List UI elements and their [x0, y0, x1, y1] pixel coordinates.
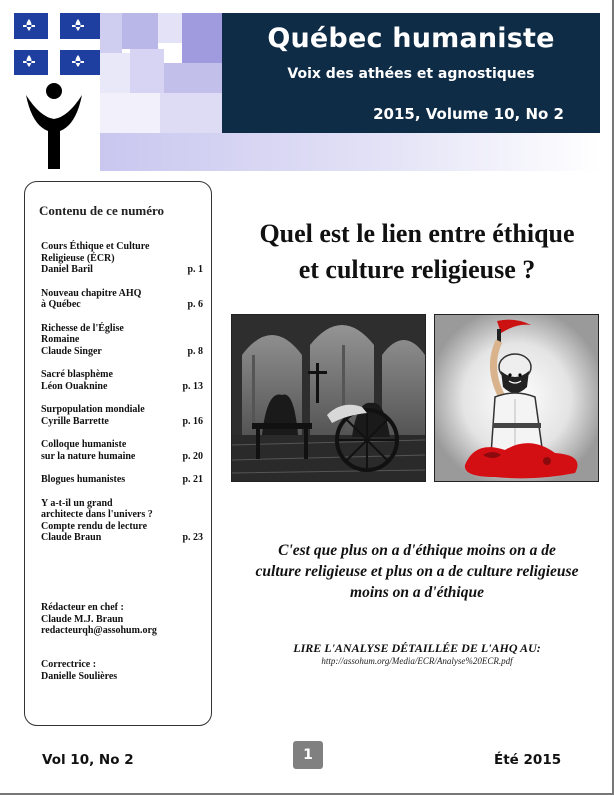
toc-entry-page: p. 1	[187, 264, 203, 275]
newsletter-title: Québec humaniste	[267, 23, 555, 54]
masthead	[100, 13, 600, 171]
toc-entry-line: Romaine	[41, 334, 80, 345]
toc-entry[interactable]	[41, 498, 203, 544]
masthead-title-panel	[222, 13, 600, 133]
toc-entry-line: Léon Ouaknine	[41, 380, 108, 392]
corrector-name: Danielle Soulières	[41, 670, 118, 682]
toc-entry-page: p. 6	[187, 299, 203, 310]
quote-line: C'est que plus on a d'éthique moins on a de	[278, 542, 556, 559]
headline-line: et culture religieuse ?	[298, 255, 536, 284]
toc-entry-line: Surpopulation mondiale	[41, 404, 145, 415]
toc-entry[interactable]	[41, 241, 203, 276]
toc-entry-line: sur la nature humaine	[41, 450, 136, 462]
editor-email[interactable]: redacteurqh@assohum.org	[41, 625, 157, 636]
corrector-credits	[41, 659, 206, 682]
inquisition-torture-engraving-icon	[231, 314, 426, 482]
headline-line: Quel est le lien entre éthique	[259, 219, 575, 248]
toc-entry-line: Cyrille Barrette	[41, 415, 109, 427]
toc-heading: Contenu de ce numéro	[39, 203, 165, 218]
feature-quote	[222, 540, 612, 603]
toc-entry-page: p. 20	[182, 450, 203, 462]
toc-entry[interactable]	[41, 439, 203, 462]
analysis-link[interactable]: http://assohum.org/Media/ECR/Analyse%20ECR.pdf	[321, 656, 513, 666]
toc-entry[interactable]	[41, 288, 203, 311]
issue-volume: 2015, Volume 10, No 2	[373, 105, 564, 123]
toc-entry-line: Religieuse (ÉCR)	[41, 252, 115, 264]
toc-entry[interactable]	[41, 323, 203, 358]
editor-name: Claude M.J. Braun	[41, 613, 124, 625]
toc-entry-line: Claude Singer	[41, 345, 102, 357]
toc-entry[interactable]	[41, 474, 203, 486]
toc-entry-line: Sacré blasphème	[41, 369, 113, 380]
religious-violence-cartoon-icon	[434, 314, 599, 482]
toc-entry[interactable]	[41, 404, 203, 427]
toc-entry-page: p. 13	[182, 380, 203, 392]
page-number-badge: 1	[293, 741, 323, 769]
main-headline	[222, 216, 612, 288]
toc-entry-line: Y a-t-il un grand	[41, 497, 113, 509]
footer-season: Été 2015	[494, 752, 562, 768]
toc-entry-line: Cours Éthique et Culture	[41, 241, 150, 252]
newsletter-subtitle: Voix des athées et agnostiques	[287, 66, 535, 82]
table-of-contents-panel	[24, 181, 212, 726]
analysis-label: LIRE L'ANALYSE DÉTAILLÉE DE L'AHQ AU:	[293, 641, 541, 655]
editor-credits	[41, 602, 206, 637]
toc-entry-page: p. 8	[187, 345, 203, 357]
toc-entry-line: à Québec	[41, 299, 81, 310]
toc-entry-line: Colloque humaniste	[41, 439, 127, 450]
footer-volume: Vol 10, No 2	[42, 752, 134, 768]
toc-entry[interactable]	[41, 369, 203, 392]
toc-entry-line: architecte dans l'univers ?	[41, 509, 153, 520]
toc-entry-line: Daniel Baril	[41, 264, 93, 275]
masthead-gradient-strip	[100, 133, 600, 171]
toc-entry-page: p. 21	[182, 474, 203, 485]
toc-entry-line: Nouveau chapitre AHQ	[41, 287, 142, 299]
quote-line: culture religieuse et plus on a de culture religieuse	[255, 563, 579, 580]
editor-label: Rédacteur en chef :	[41, 602, 124, 613]
toc-entry-page: p. 16	[182, 415, 203, 427]
toc-entry-line: Blogues humanistes	[41, 474, 126, 485]
quebec-flag-humanist-logo-icon	[14, 13, 100, 170]
toc-entry-line: Compte rendu de lecture	[41, 520, 148, 532]
toc-list	[41, 241, 203, 556]
toc-entry-line: Claude Braun	[41, 532, 102, 543]
toc-entry-line: Richesse de l'Église	[41, 322, 124, 334]
corrector-label: Correctrice :	[41, 659, 97, 670]
toc-entry-page: p. 23	[182, 532, 203, 543]
quote-line: moins on a d'éthique	[350, 584, 484, 601]
